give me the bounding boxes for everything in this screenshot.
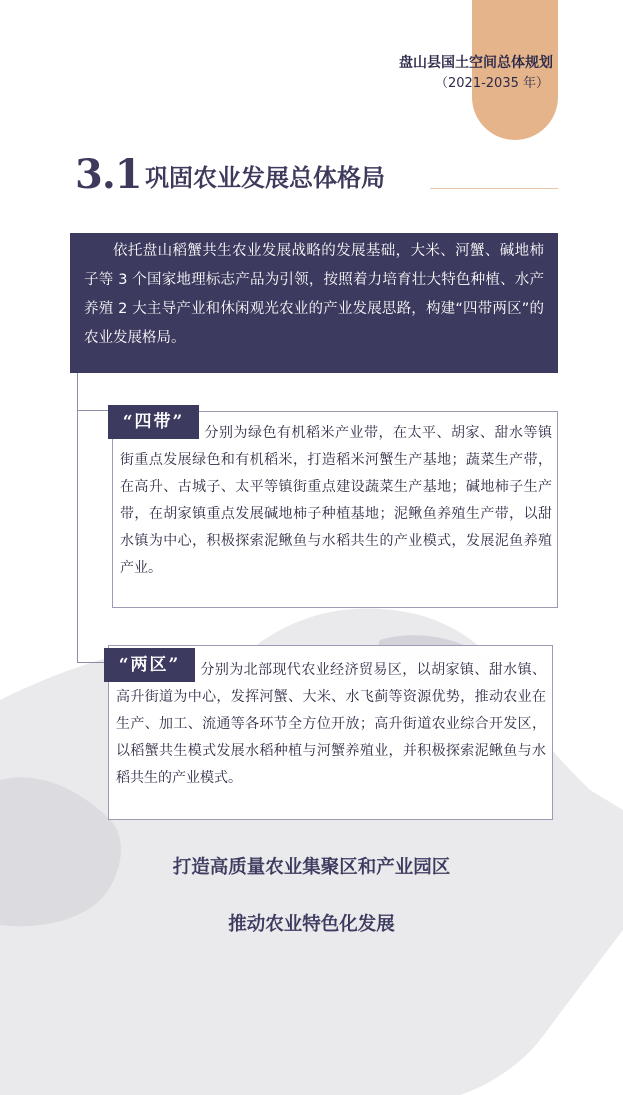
slogan-line-1: 打造高质量农业集聚区和产业园区 bbox=[172, 857, 451, 878]
four-belts-label: “四带” bbox=[108, 405, 199, 439]
plan-title: 盘山县国土空间总体规划 bbox=[399, 55, 553, 71]
intro-paragraph: 依托盘山稻蟹共生农业发展战略的发展基础，大米、河蟹、碱地柿子等 3 个国家地理标志产品为引领，按照着力培育壮大特色种植、水产养殖 2 大主导产业和休闲观光农业的产业发展思路，构建“四带两区”的农业发展格局。 bbox=[70, 233, 558, 373]
four-belts-body: 分别为绿色有机稻米产业带，在太平、胡家、甜水等镇街重点发展绿色和有机稻米，打造稻米河蟹生产基地；蔬菜生产带，在高升、古城子、太平等镇街重点建设蔬菜生产基地；碱地柿子生产带，在胡家镇重点发展碱地柿子种植基地；泥鳅鱼养殖生产带，以甜水镇为中心，积极探索泥鳅鱼与水稻共生的产业模式，发展泥鱼养殖产业。 bbox=[120, 425, 552, 576]
section-title: 巩固农业发展总体格局 bbox=[145, 163, 385, 192]
two-zones-body: 分别为北部现代农业经济贸易区，以胡家镇、甜水镇、高升街道为中心，发挥河蟹、大米、水飞蓟等资源优势，推动农业在生产、加工、流通等各环节全方位开放；高升街道农业综合开发区，以稻蟹共生模式发展水稻种植与河蟹养殖业，并积极探索泥鳅鱼与水稻共生的产业模式。 bbox=[116, 662, 546, 786]
section-number: 3.1 bbox=[75, 151, 142, 198]
plan-years: （2021-2035 年） bbox=[435, 76, 549, 91]
four-belts-text bbox=[120, 420, 552, 582]
connector-line bbox=[77, 373, 78, 663]
connector-branch-1 bbox=[77, 410, 112, 411]
two-zones-label: “两区” bbox=[104, 648, 195, 682]
title-divider bbox=[430, 188, 558, 189]
slogan-line-2: 推动农业特色化发展 bbox=[228, 914, 395, 935]
